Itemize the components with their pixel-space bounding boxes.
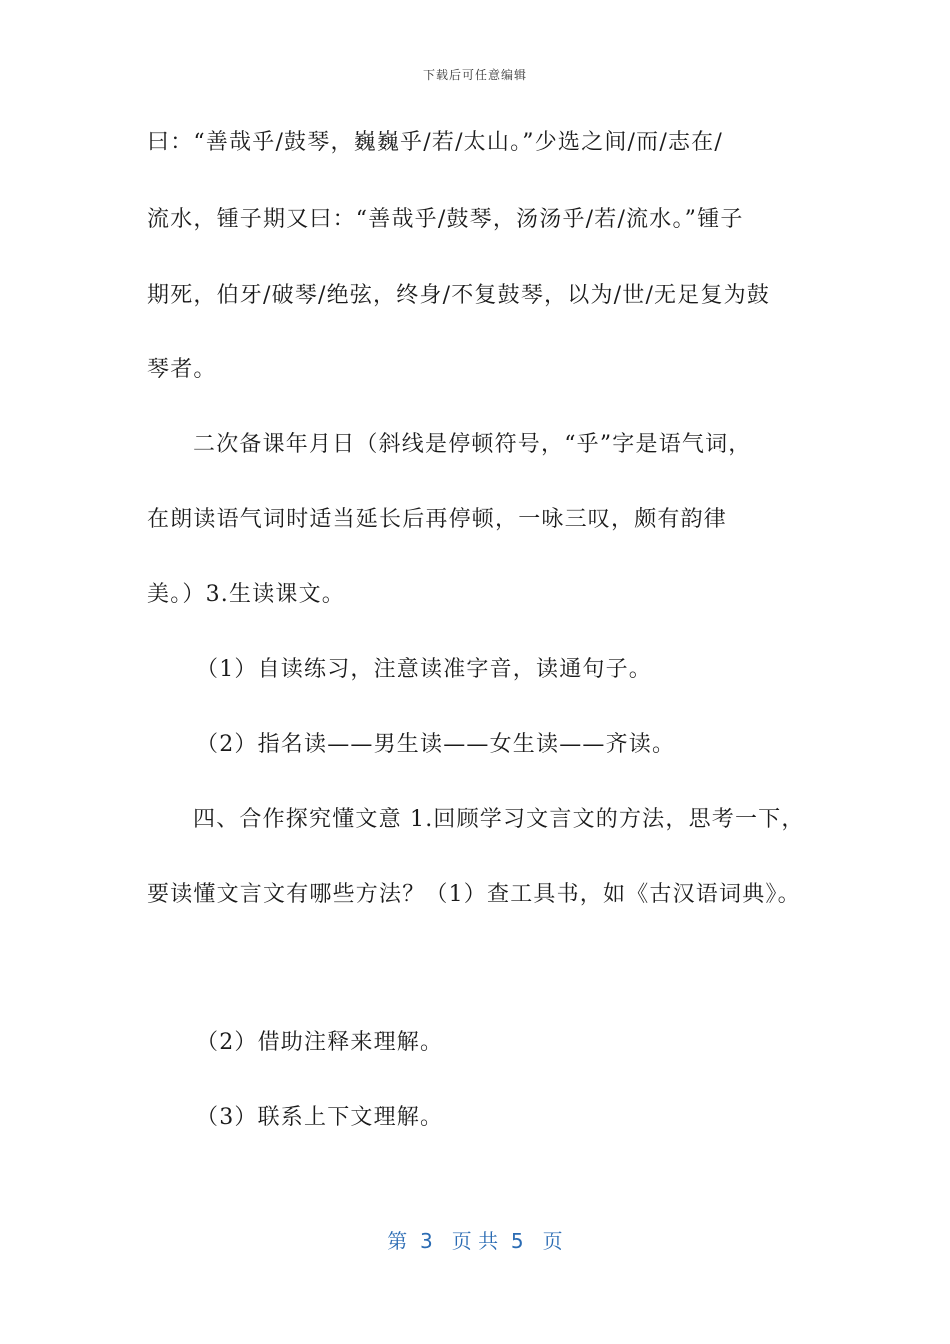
text-line: 琴者。 [147, 357, 217, 382]
list-item: （2）指名读——男生读——女生读——齐读。 [196, 732, 676, 757]
text-line: 期死，伯牙/破琴/绝弦，终身/不复鼓琴，以为/世/无足复为鼓 [147, 283, 771, 308]
list-item: （2）借助注释来理解。 [196, 1030, 444, 1055]
section-heading-line: 四、合作探究懂文意 1.回顾学习文言文的方法，思考一下， [193, 807, 805, 832]
page-number-footer: 第 3 页 共 5 页 [387, 1229, 563, 1253]
text-line: 要读懂文言文有哪些方法？（1）查工具书，如《古汉语词典》。 [147, 882, 801, 907]
text-line: 流水，锺子期又曰：“善哉乎/鼓琴，汤汤乎/若/流水。”锺子 [147, 207, 744, 232]
text-line: 美。）3.生读课文。 [147, 582, 345, 607]
page-header: 下载后可任意编辑 [422, 68, 527, 82]
list-item: （3）联系上下文理解。 [196, 1105, 444, 1130]
list-item: （1）自读练习，注意读准字音，读通句子。 [196, 657, 652, 682]
text-line: 二次备课年月日（斜线是停顿符号，“乎”字是语气词， [193, 432, 752, 457]
text-line: 曰：“善哉乎/鼓琴，巍巍乎/若/太山。”少选之间/而/志在/ [147, 130, 723, 155]
text-line: 在朗读语气词时适当延长后再停顿，一咏三叹，颇有韵律 [147, 507, 728, 532]
